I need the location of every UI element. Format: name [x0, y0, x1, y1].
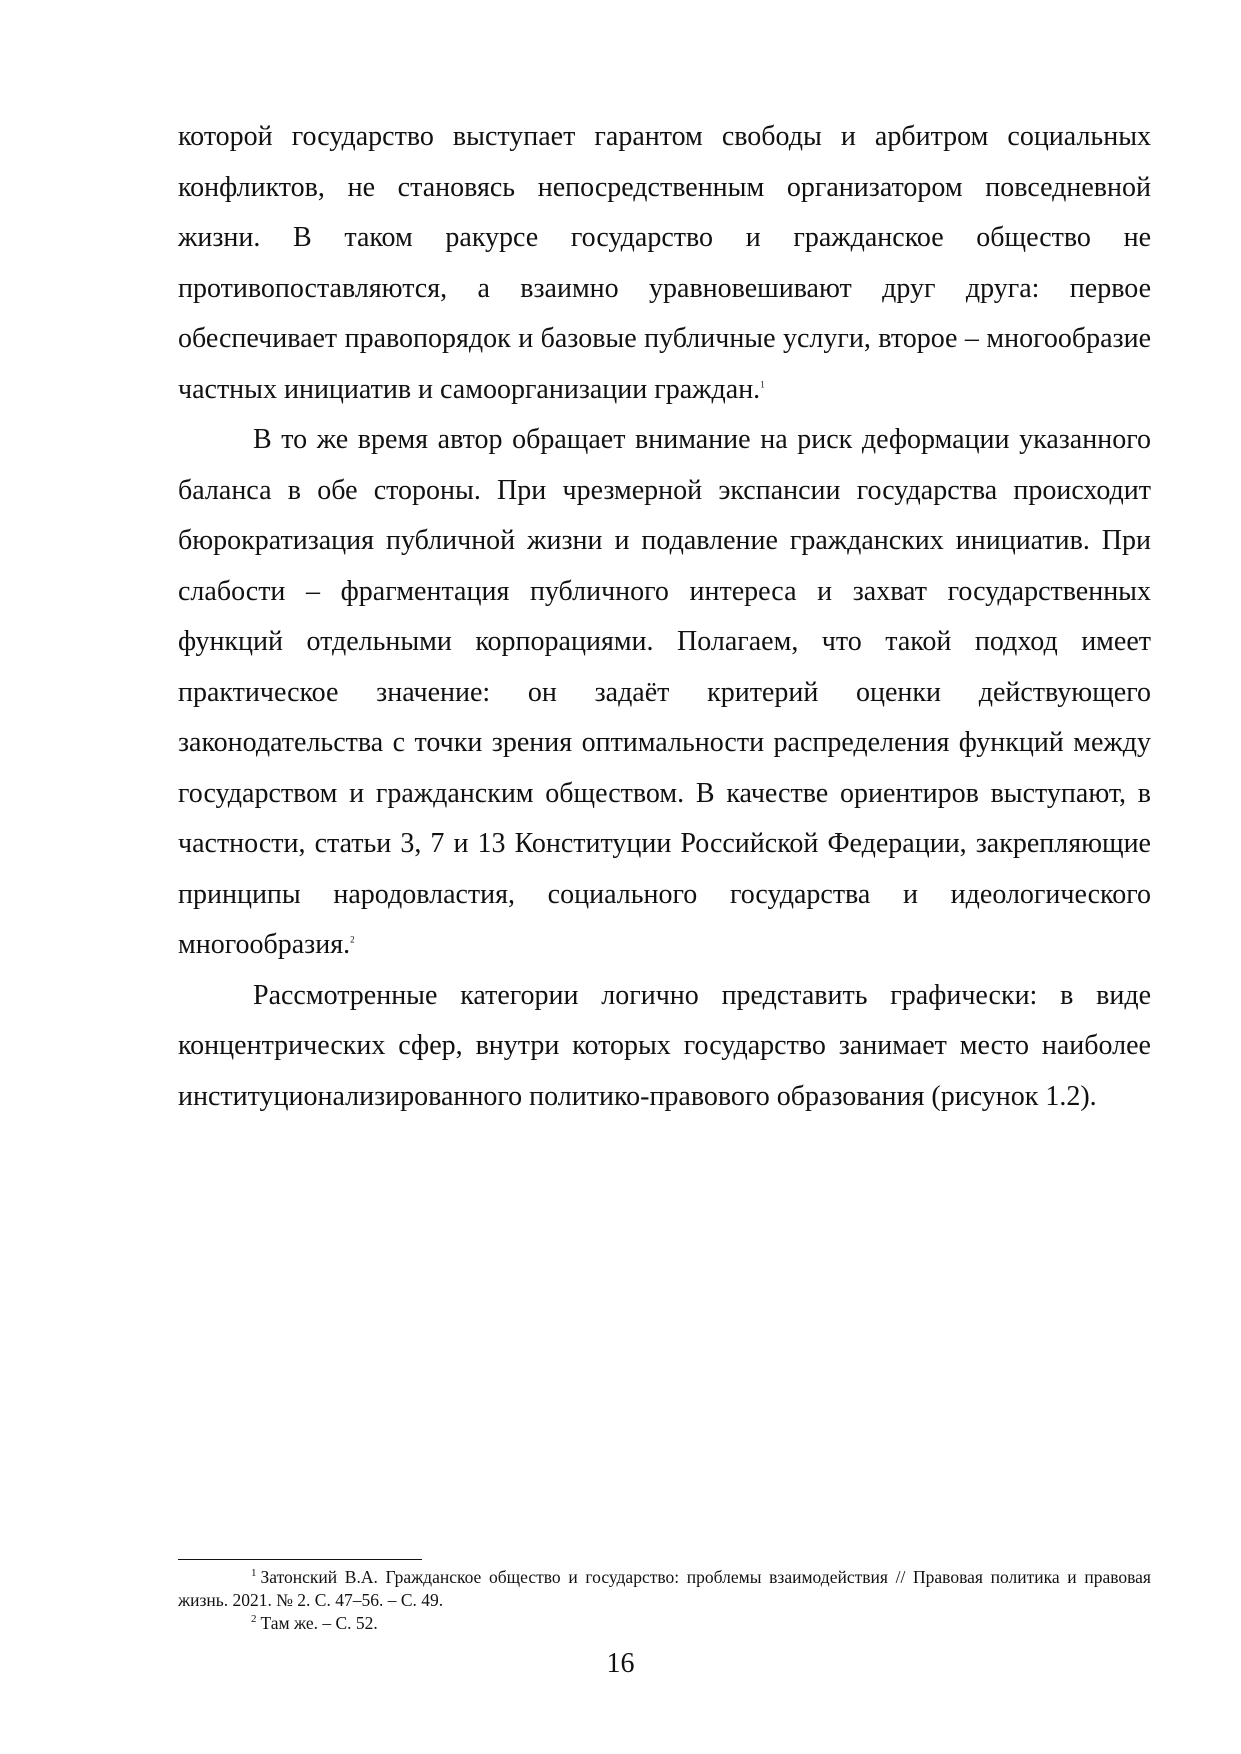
footnote-1-mark: 1	[251, 1567, 257, 1580]
paragraph-3-text: Рассмотренные категории логично представить графически: в виде концентрических сфер, внутри которых государство занимает место наиболее институционализированного политико-правового образования (рисунок 1.2).	[178, 979, 1151, 1112]
footnotes	[178, 1566, 1151, 1635]
footnote-1-text: Затонский В.А. Гражданское общество и государство: проблемы взаимодействия // Правовая политика и правовая жизнь. 2021. № 2. С. 47–56. – С. 49.	[178, 1567, 1151, 1610]
footnote-2-mark: 2	[251, 1613, 257, 1626]
footnote-2	[178, 1612, 1151, 1635]
paragraph-2-text: В то же время автор обращает внимание на риск деформации указанного баланса в обе стороны. При чрезмерной экспансии государства происходит бюрократизация публичной жизни и подавление гражданских инициатив. При слабости – фрагментация публичного интереса и захват государственных функций отдельными корпорациями. Полагаем, что такой подход имеет практическое значение: он задаёт критерий оценки действующего законодательства с точки зрения оптимальности распределения функций между государством и гражданским обществом. В качестве ориентиров выступают, в частности, статьи 3, 7 и 13 Конституции Российской Федерации, закрепляющие принципы народовластия, социального государства и идеологического многообразия.	[178, 424, 1151, 960]
footnote-2-text: Там же. – С. 52.	[260, 1613, 378, 1633]
paragraph-1-text: которой государство выступает гарантом свободы и арбитром социальных конфликтов, не становясь непосредственным организатором повседневной жизни. В таком ракурсе государство и гражданское общество не противопоставляются, а взаимно уравновешивают друг друга: первое обеспечивает правопорядок и базовые публичные услуги, второе – многообразие частных инициатив и самоорганизации граждан.	[178, 121, 1151, 405]
paragraph-1	[178, 112, 1151, 415]
paragraph-3	[178, 971, 1151, 1123]
footnote-separator	[178, 1559, 422, 1560]
footnote-ref-1[interactable]: 1	[760, 379, 765, 390]
footnote-1	[178, 1566, 1151, 1612]
main-text	[178, 112, 1151, 1122]
footnote-ref-2[interactable]: 2	[350, 934, 355, 945]
page-number: 16	[606, 1648, 635, 1679]
paragraph-2	[178, 415, 1151, 971]
